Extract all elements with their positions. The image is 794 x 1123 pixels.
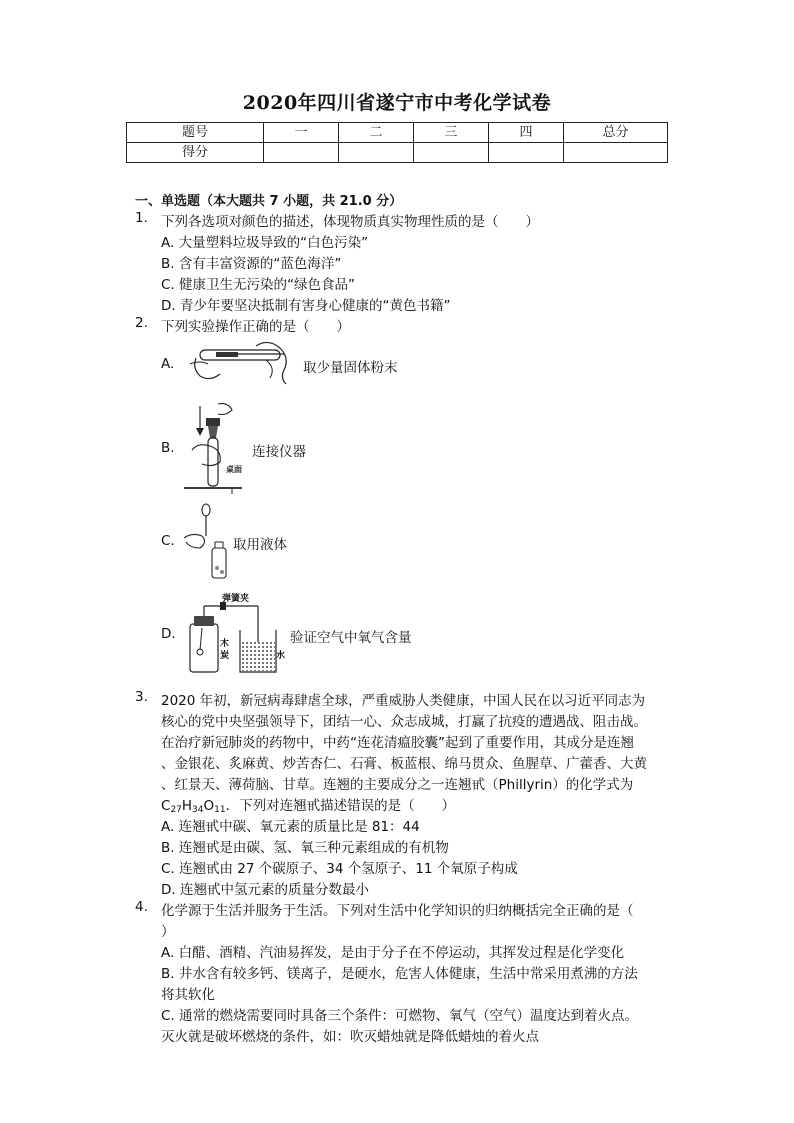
score-header-cell: 一 [264, 123, 339, 143]
option-c-label: C. [161, 533, 175, 549]
question-stem-line: 、金银花、炙麻黄、炒苦杏仁、石膏、板蓝根、绵马贯众、鱼腥草、广藿香、大黄 [161, 756, 647, 772]
question-stem-line: 在治疗新冠肺炎的药物中，中药“连花清瘟胶囊”起到了重要作用，其成分是连翘 [161, 735, 634, 751]
question-stem: 下列各选项对颜色的描述，体现物质真实物理性质的是（ ） [161, 214, 539, 230]
question-number: 1. [135, 210, 148, 226]
option-b: B. 含有丰富资源的“蓝色海洋” [161, 256, 342, 272]
score-table-header-row [127, 123, 668, 143]
charcoal-label-1: 木 [220, 639, 230, 649]
score-header-cell: 总分 [564, 123, 668, 143]
question-number: 2. [135, 315, 148, 331]
page-title: 2020年四川省遂宁市中考化学试卷 [242, 92, 552, 114]
oxygen-content-apparatus-figure [186, 594, 286, 676]
option-a-label: A. [161, 356, 175, 372]
powder-test-tube-figure [186, 334, 298, 386]
chemical-formula-line: $C_{27}H_{34}O_{11}$．下列对连翘甙描述错误的是（ ） [161, 798, 456, 815]
option-d-label: D. [161, 626, 176, 642]
question-stem-line: ） [161, 924, 175, 940]
score-row-label: 得分 [127, 143, 264, 163]
score-table-score-row [127, 143, 668, 163]
option-c-caption: 取用液体 [233, 537, 287, 553]
water-label: 水 [276, 651, 286, 661]
question-number: 4. [135, 899, 148, 915]
score-header-cell: 题号 [127, 123, 264, 143]
score-header-cell: 四 [489, 123, 564, 143]
option-b-caption: 连接仪器 [252, 444, 306, 460]
option-a-caption: 取少量固体粉末 [303, 360, 398, 376]
option-b-label: B. [161, 440, 175, 456]
option-c: C. 通常的燃烧需要同时具备三个条件：可燃物、氧气（空气）温度达到着火点。 [161, 1008, 639, 1024]
question-number: 3. [135, 689, 148, 705]
option-d-caption: 验证空气中氧气含量 [290, 630, 412, 646]
score-table [126, 122, 668, 163]
question-stem-line: 核心的党中央坚强领导下，团结一心、众志成城，打赢了抗疫的遭遇战、阻击战。 [161, 714, 647, 730]
score-cell[interactable] [489, 143, 564, 163]
table-label: 桌面 [226, 465, 242, 474]
question-stem-line: 、红景天、薄荷脑、甘草。连翘的主要成分之一连翘甙（Phillyrin）的化学式为 [161, 777, 634, 793]
question-stem-line: 化学源于生活并服务于生活。下列对生活中化学知识的归纳概括完全正确的是（ [161, 903, 634, 919]
option-b-continued: 将其软化 [161, 987, 215, 1003]
score-cell[interactable] [264, 143, 339, 163]
question-stem-line: 2020 年初，新冠病毒肆虐全球，严重威胁人类健康，中国人民在以习近平同志为 [161, 693, 646, 709]
charcoal-label-2: 炭 [220, 651, 230, 661]
option-a: A. 白醋、酒精、汽油易挥发，是由于分子在不停运动，其挥发过程是化学变化 [161, 945, 625, 961]
question-stem: 下列实验操作正确的是（ ） [161, 319, 350, 335]
connect-apparatus-figure [182, 402, 244, 494]
spring-clip-label: 弹簧夹 [222, 594, 250, 604]
score-header-cell: 二 [339, 123, 414, 143]
section-heading: 一、单选题（本大题共 7 小题，共 21.0 分） [135, 194, 403, 209]
option-c: C. 连翘甙由 27 个碳原子、34 个氢原子、11 个氧原子构成 [161, 861, 518, 877]
option-c-continued: 灭火就是破坏燃烧的条件，如：吹灭蜡烛就是降低蜡烛的着火点 [161, 1029, 539, 1045]
option-a: A. 连翘甙中碳、氧元素的质量比是 81：44 [161, 819, 420, 835]
score-cell[interactable] [564, 143, 668, 163]
score-header-cell: 三 [414, 123, 489, 143]
score-cell[interactable] [414, 143, 489, 163]
option-a: A. 大量塑料垃圾导致的“白色污染” [161, 235, 369, 251]
option-d: D. 青少年要坚决抵制有害身心健康的“黄色书籍” [161, 298, 451, 314]
option-d: D. 连翘甙中氢元素的质量分数最小 [161, 882, 369, 898]
option-b: B. 连翘甙是由碳、氢、氧三种元素组成的有机物 [161, 840, 449, 856]
option-b: B. 井水含有较多钙、镁离子，是硬水，危害人体健康，生活中常采用煮沸的方法 [161, 966, 638, 982]
option-c: C. 健康卫生无污染的“绿色食品” [161, 277, 355, 293]
score-cell[interactable] [339, 143, 414, 163]
dropper-figure [182, 502, 230, 580]
